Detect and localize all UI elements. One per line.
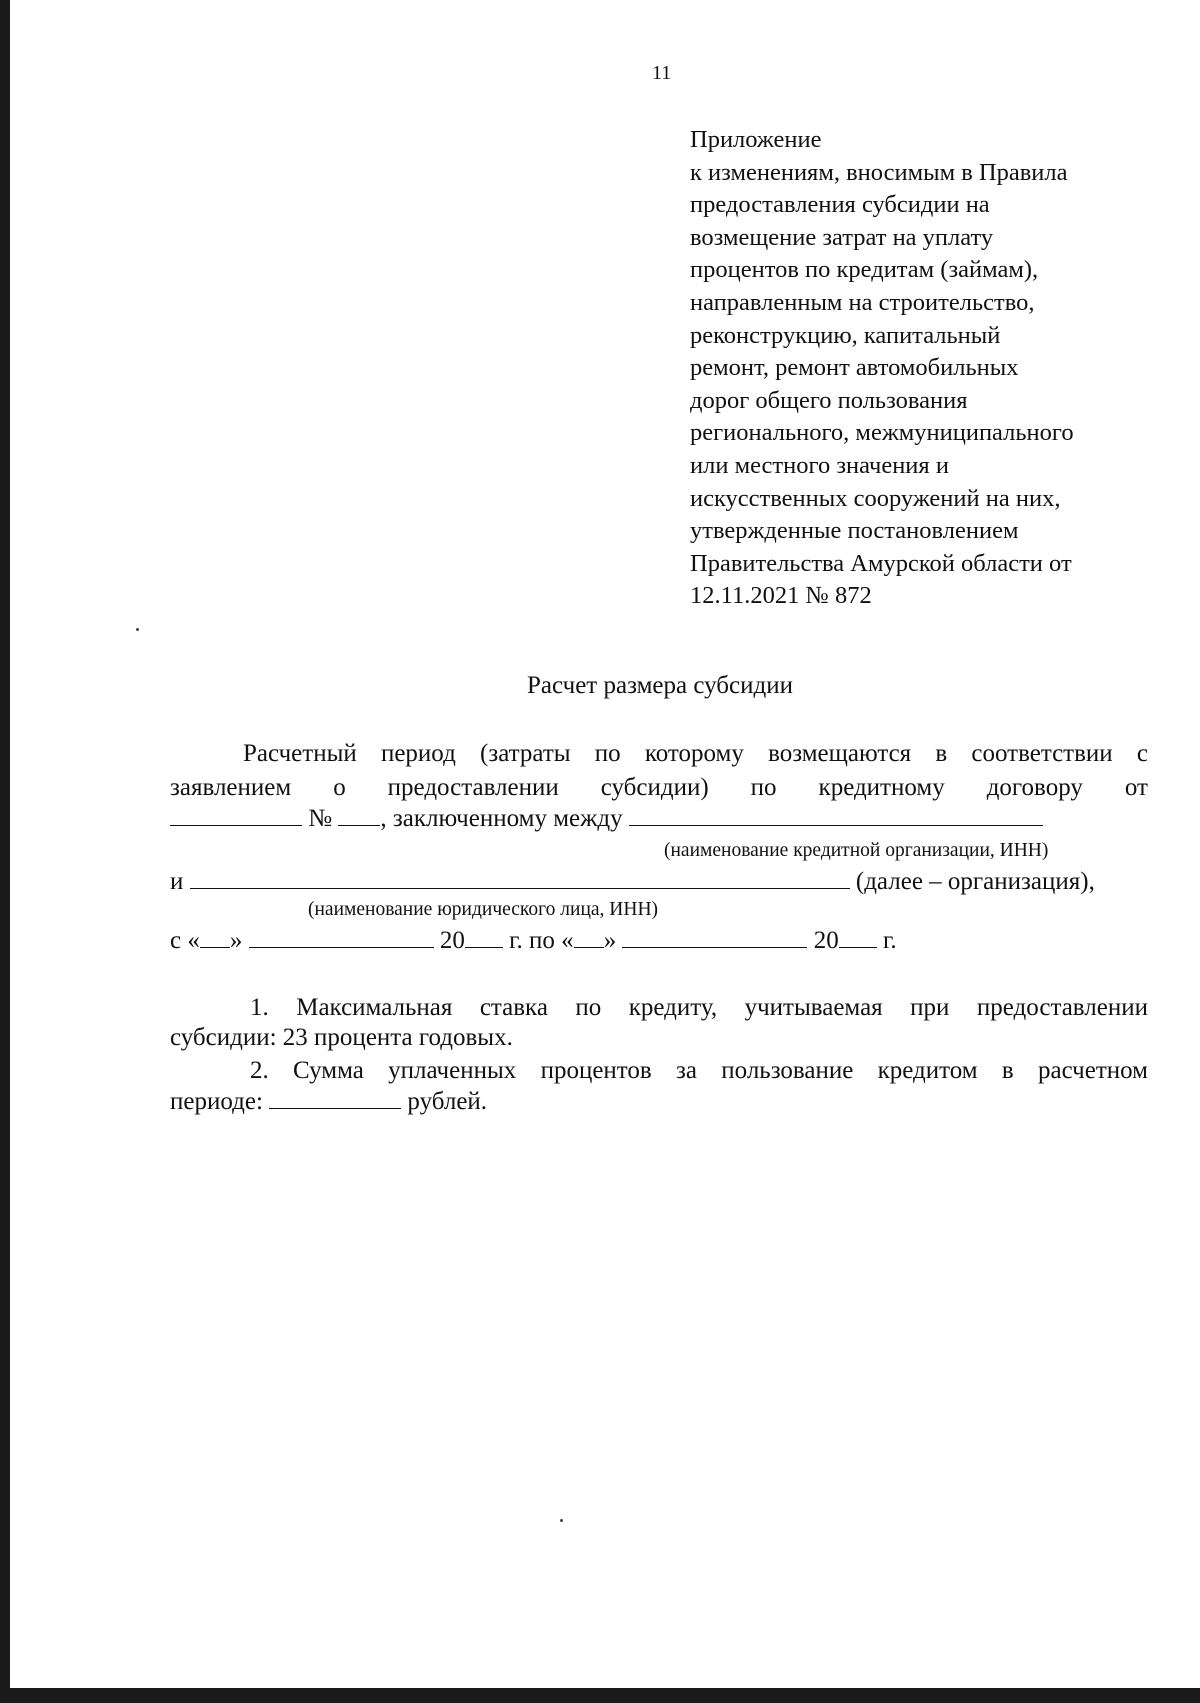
word: с (1136, 740, 1148, 767)
period-text: периоде: (170, 1088, 263, 1115)
item-2-line-1 (250, 1057, 1148, 1085)
word: по (750, 774, 777, 801)
appendix-line: или местного значения и (690, 451, 949, 479)
concluded-between-text: , заключенному между (380, 805, 623, 832)
legal-entity-caption: (наименование юридического лица, ИНН) (308, 899, 659, 920)
appendix-block (690, 124, 1190, 613)
start-month-blank[interactable] (249, 927, 434, 948)
end-month-blank[interactable] (622, 927, 807, 948)
word: 1. (250, 994, 269, 1021)
word: кредитом (877, 1057, 978, 1084)
start-day-blank[interactable] (200, 927, 230, 948)
interest-sum-blank[interactable] (269, 1088, 401, 1109)
appendix-line: регионального, межмуниципального (690, 419, 1074, 447)
start-year-blank[interactable] (465, 927, 503, 948)
credit-org-caption: (наименование кредитной организации, ИНН) (664, 840, 1049, 861)
word: которому (644, 740, 744, 767)
scan-speck (136, 628, 139, 631)
quote-close: » (229, 927, 243, 954)
period-line-3 (170, 805, 1148, 833)
end-day-blank[interactable] (574, 927, 604, 948)
item-1-line-1 (250, 994, 1148, 1022)
period-line-2 (170, 774, 1148, 802)
scan-left-edge (0, 0, 10, 1703)
scan-speck (560, 1519, 563, 1522)
appendix-line: возмещение затрат на уплату (690, 223, 994, 251)
word: от (1124, 774, 1148, 801)
word: субсидии) (600, 774, 709, 801)
year-prefix: 20 (439, 927, 465, 954)
word: учитываемая (744, 994, 883, 1021)
year-prefix: 20 (813, 927, 839, 954)
credit-organization-blank[interactable] (629, 805, 1043, 826)
period-line-5 (170, 927, 1148, 955)
appendix-line: реконструкцию, капитальный (690, 321, 1001, 349)
word: о (333, 774, 346, 801)
word: договору (986, 774, 1083, 801)
year-end-text: г. (882, 927, 897, 954)
contract-date-blank[interactable] (170, 805, 302, 826)
item-1-line-2: субсидии: 23 процента годовых. (170, 1024, 513, 1051)
word: предоставлении (387, 774, 559, 801)
appendix-line: направленным на строительство, (690, 288, 1035, 316)
word: за (676, 1057, 697, 1084)
word: по (575, 994, 602, 1021)
period-line-1 (243, 740, 1148, 768)
contract-number-blank[interactable] (338, 805, 380, 826)
word: заявлением (170, 774, 292, 801)
to-text: г. по « (509, 927, 574, 954)
rubles-text: рублей. (407, 1088, 488, 1115)
end-year-blank[interactable] (839, 927, 877, 948)
appendix-line: процентов по кредитам (займам), (690, 256, 1039, 284)
word: по (594, 740, 621, 767)
word: уплаченных (388, 1057, 517, 1084)
word: процентов (540, 1057, 652, 1084)
and-text: и (170, 868, 184, 895)
word: в (1001, 1057, 1014, 1084)
appendix-line: искусственных сооружений на них, (690, 484, 1061, 512)
word: период (380, 740, 456, 767)
word: Сумма (293, 1057, 364, 1084)
word: ставка (479, 994, 548, 1021)
appendix-line: 12.11.2021 № 872 (690, 582, 872, 610)
appendix-line: Приложение (690, 126, 822, 153)
word: возмещаются (768, 740, 912, 767)
from-text: с « (170, 927, 200, 954)
appendix-line: дорог общего пользования (690, 386, 968, 414)
appendix-line: ремонт, ремонт автомобильных (690, 354, 1019, 382)
number-sign: № (308, 805, 333, 832)
hereinafter-text: (далее – организация), (855, 868, 1095, 895)
appendix-line: Правительства Амурской области от (690, 549, 1072, 577)
word: (затраты (480, 740, 571, 767)
appendix-line: утвержденные постановлением (690, 517, 1019, 545)
word: кредиту, (628, 994, 718, 1021)
word: расчетном (1037, 1057, 1148, 1084)
legal-entity-blank[interactable] (190, 868, 850, 889)
word: соответствии (971, 740, 1113, 767)
word: предоставлении (976, 994, 1148, 1021)
document-title: Расчет размера субсидии (527, 672, 793, 699)
appendix-line: предоставления субсидии на (690, 191, 990, 219)
page-number: 11 (652, 62, 672, 84)
word: при (910, 994, 950, 1021)
word: пользование (721, 1057, 854, 1084)
item-2-line-2 (170, 1088, 1148, 1116)
word: кредитному (818, 774, 945, 801)
word: 2. (250, 1057, 269, 1084)
word: Расчетный (243, 740, 357, 767)
word: Максимальная (296, 994, 453, 1021)
period-line-4 (170, 868, 1148, 896)
scan-bottom-edge (0, 1688, 1200, 1703)
appendix-line: к изменениям, вносимым в Правила (690, 158, 1068, 186)
word: в (935, 740, 948, 767)
quote-close: » (603, 927, 617, 954)
